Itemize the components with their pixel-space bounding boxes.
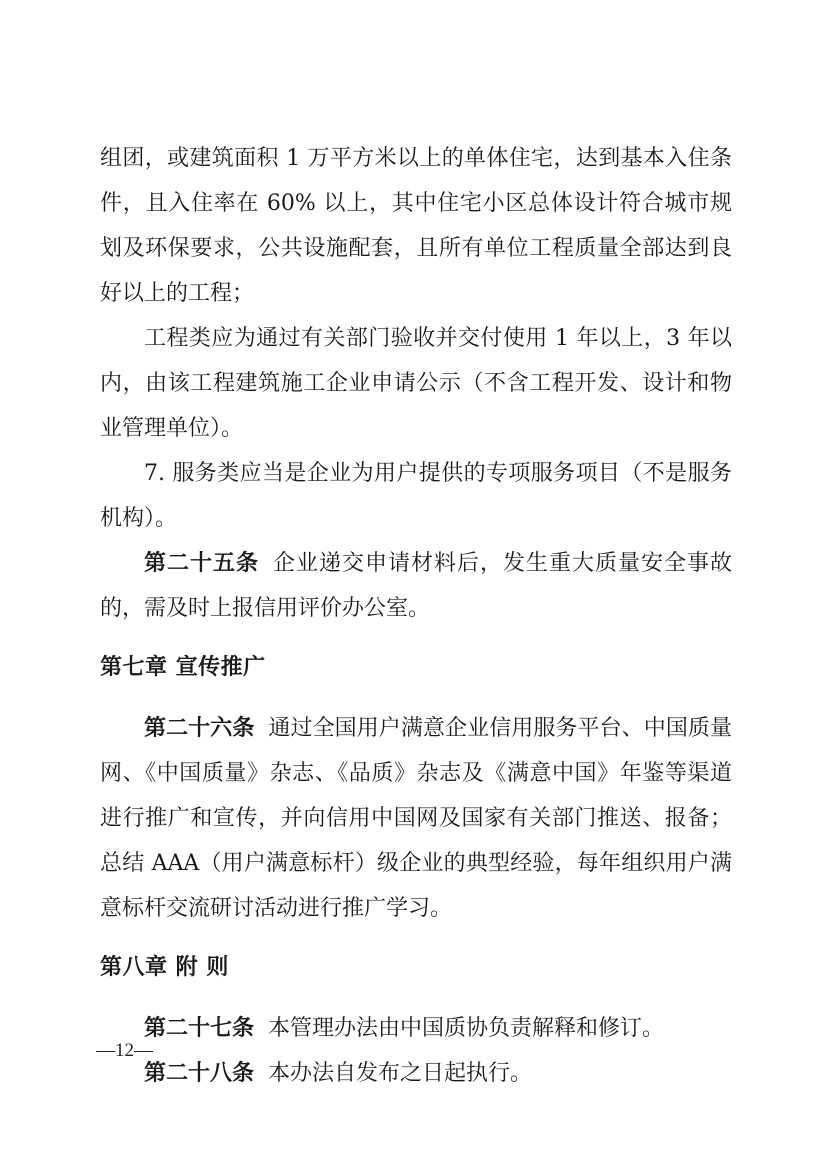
article-text: 企业递交申请材料后，发生重大质量安全事故的，需及时上报信用评价办公室。 [100, 551, 732, 621]
article-text: 本办法自发布之日起执行。 [268, 1061, 533, 1086]
body-paragraph: 工程类应为通过有关部门验收并交付使用 1 年以上，3 年以内，由该工程建筑施工企业申请公示（不含工程开发、设计和物业管理单位）。 [100, 326, 732, 441]
article-28 [100, 1051, 732, 1096]
chapter-heading: 第七章 宣传推广 [100, 654, 266, 680]
page-number: —12— [96, 1040, 153, 1061]
body-paragraph: 组团，或建筑面积 1 万平方米以上的单体住宅，达到基本入住条件，且入住率在 60% 以上，其中住宅小区总体设计符合城市规划及环保要求，公共设施配套，且所有单位工程质量全部达到良好以上的工程； [100, 146, 732, 306]
article-25 [100, 541, 732, 631]
article-label: 第二十六条 [144, 715, 255, 741]
document-body [100, 136, 732, 1096]
article-27 [100, 1006, 732, 1051]
article-text: 通过全国用户满意企业信用服务平台、中国质量网、《中国质量》杂志、《品质》杂志及《满意中国》年鉴等渠道进行推广和宣传，并向信用中国网及国家有关部门推送、报备；总结 AAA（用户满意标杆）级企业的典型经验，每年组织用户满意标杆交流研讨活动进行推广学习。 [100, 716, 732, 921]
chapter-heading: 第八章 附 则 [100, 954, 229, 980]
article-label: 第二十八条 [144, 1060, 255, 1086]
article-26 [100, 706, 732, 931]
article-label: 第二十七条 [144, 1015, 255, 1041]
body-paragraph: 7. 服务类应当是企业为用户提供的专项服务项目（不是服务机构）。 [100, 461, 732, 531]
article-text: 本管理办法由中国质协负责解释和修订。 [268, 1016, 665, 1041]
article-label: 第二十五条 [144, 550, 259, 576]
